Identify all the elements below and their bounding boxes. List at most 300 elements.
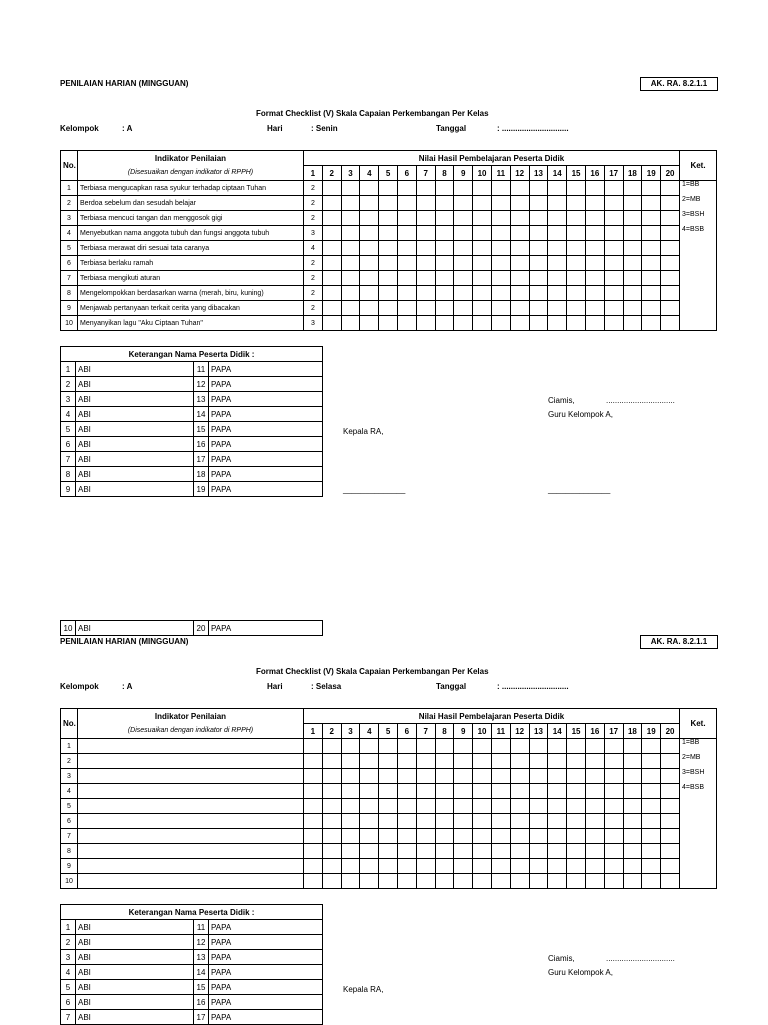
student-name: ABI — [76, 377, 194, 392]
score-cell — [341, 301, 360, 316]
score-cell — [623, 784, 642, 799]
ket-value: 4=BSB — [682, 784, 704, 791]
score-cell — [454, 784, 473, 799]
page-header: PENILAIAN HARIAN (MINGGUAN) — [60, 79, 189, 88]
score-cell — [360, 271, 379, 286]
score-cell — [416, 874, 435, 889]
table-row — [61, 256, 717, 271]
score-cell — [510, 286, 529, 301]
score-cell — [585, 784, 604, 799]
score-cell — [397, 241, 416, 256]
score-cell — [416, 256, 435, 271]
score-cell — [454, 241, 473, 256]
score-cell — [604, 739, 623, 754]
student-no: 12 — [194, 377, 209, 392]
col-3: 3 — [341, 724, 360, 739]
student-name: ABI — [76, 980, 194, 995]
score-cell — [435, 301, 454, 316]
score-cell — [473, 844, 492, 859]
score-cell — [322, 316, 341, 331]
ket-value: 3=BSH — [682, 211, 705, 218]
student-no: 8 — [61, 467, 76, 482]
row-indikator: Terbiasa mencuci tangan dan menggosok gigi — [78, 211, 304, 226]
score-cell — [416, 241, 435, 256]
score-cell — [529, 784, 548, 799]
score-cell — [567, 829, 586, 844]
score-cell — [567, 799, 586, 814]
score-cell — [510, 256, 529, 271]
table-row — [61, 211, 717, 226]
score-cell — [416, 316, 435, 331]
score-cell — [341, 874, 360, 889]
col-8: 8 — [435, 724, 454, 739]
score-cell — [491, 181, 510, 196]
score-cell — [585, 286, 604, 301]
score-cell — [548, 844, 567, 859]
score-cell — [623, 859, 642, 874]
student-no: 13 — [194, 950, 209, 965]
row-no: 3 — [61, 769, 78, 784]
student-no: 5 — [61, 980, 76, 995]
student-name: ABI — [76, 362, 194, 377]
score-cell — [661, 784, 680, 799]
score-cell — [491, 286, 510, 301]
score-cell — [623, 769, 642, 784]
score-cell — [585, 181, 604, 196]
list-item — [61, 935, 323, 950]
score-cell — [661, 211, 680, 226]
col-18: 18 — [623, 166, 642, 181]
col-13: 13 — [529, 166, 548, 181]
student-name: PAPA — [209, 965, 323, 980]
score-cell — [379, 196, 398, 211]
score-cell — [397, 814, 416, 829]
score-cell — [567, 814, 586, 829]
score-cell — [360, 301, 379, 316]
student-name: PAPA — [209, 621, 323, 636]
score-cell — [416, 739, 435, 754]
student-no: 17 — [194, 452, 209, 467]
row-indikator: Menyanyikan lagu "Aku Ciptaan Tuhan" — [78, 316, 304, 331]
score-cell — [567, 301, 586, 316]
score-cell — [604, 301, 623, 316]
score-cell — [604, 829, 623, 844]
score-cell — [454, 739, 473, 754]
list-item — [61, 407, 323, 422]
student-names-table — [60, 904, 323, 1025]
hari-value: : Selasa — [311, 682, 342, 691]
score-cell — [322, 859, 341, 874]
score-cell — [416, 301, 435, 316]
col-7: 7 — [416, 724, 435, 739]
score-cell — [341, 769, 360, 784]
col-13: 13 — [529, 724, 548, 739]
score-cell — [585, 211, 604, 226]
ket-value: 2=MB — [682, 196, 701, 203]
score-cell — [567, 286, 586, 301]
score-cell — [304, 784, 323, 799]
table-row — [61, 769, 717, 784]
score-cell — [623, 874, 642, 889]
col-10: 10 — [473, 166, 492, 181]
student-name: ABI — [76, 437, 194, 452]
col-10: 10 — [473, 724, 492, 739]
score-cell — [360, 211, 379, 226]
score-cell — [585, 829, 604, 844]
score-cell — [642, 874, 661, 889]
score-cell — [567, 181, 586, 196]
score-cell — [397, 286, 416, 301]
student-names-tail — [60, 620, 323, 636]
score-cell — [360, 799, 379, 814]
score-cell — [642, 241, 661, 256]
col-2: 2 — [322, 724, 341, 739]
score-cell — [491, 769, 510, 784]
col-2: 2 — [322, 166, 341, 181]
score-cell — [416, 799, 435, 814]
student-name: PAPA — [209, 407, 323, 422]
score-cell — [379, 784, 398, 799]
score-cell — [585, 739, 604, 754]
score-cell — [642, 211, 661, 226]
score-cell — [322, 799, 341, 814]
score-cell — [642, 859, 661, 874]
score-cell — [360, 181, 379, 196]
score-cell — [510, 739, 529, 754]
col-17: 17 — [604, 724, 623, 739]
score-cell — [548, 316, 567, 331]
tanggal-value: : .............................. — [497, 682, 569, 691]
ket-cell — [680, 739, 717, 889]
row-no: 7 — [61, 829, 78, 844]
row-no: 6 — [61, 256, 78, 271]
score-cell — [473, 316, 492, 331]
col-12: 12 — [510, 166, 529, 181]
score-cell — [642, 301, 661, 316]
score-cell — [491, 799, 510, 814]
score-cell — [548, 271, 567, 286]
score-cell — [397, 874, 416, 889]
score-cell — [510, 859, 529, 874]
row-no: 8 — [61, 286, 78, 301]
student-no: 7 — [61, 1010, 76, 1025]
col-20: 20 — [661, 166, 680, 181]
table-row — [61, 271, 717, 286]
score-cell — [454, 859, 473, 874]
student-no: 11 — [194, 362, 209, 377]
row-no: 2 — [61, 196, 78, 211]
score-cell — [454, 196, 473, 211]
score-cell — [454, 271, 473, 286]
header-no: No. — [61, 709, 78, 739]
score-cell — [322, 739, 341, 754]
table-row — [61, 739, 717, 754]
score-cell — [341, 286, 360, 301]
score-cell — [529, 814, 548, 829]
score-cell — [322, 226, 341, 241]
score-cell — [491, 256, 510, 271]
score-cell — [510, 829, 529, 844]
score-cell — [548, 256, 567, 271]
score-cell — [623, 814, 642, 829]
score-cell — [623, 256, 642, 271]
student-no: 10 — [61, 621, 76, 636]
guru-signature-line: ______________ — [548, 485, 611, 494]
row-no: 1 — [61, 739, 78, 754]
score-cell — [491, 739, 510, 754]
student-name: PAPA — [209, 1010, 323, 1025]
student-name: PAPA — [209, 482, 323, 497]
table-row — [61, 286, 717, 301]
score-cell — [360, 754, 379, 769]
score-cell — [529, 256, 548, 271]
score-cell — [491, 829, 510, 844]
score-cell — [435, 874, 454, 889]
score-cell — [567, 316, 586, 331]
score-cell — [548, 754, 567, 769]
ket-value: 4=BSB — [682, 226, 704, 233]
score-cell — [491, 844, 510, 859]
student-no: 5 — [61, 422, 76, 437]
score-cell — [585, 844, 604, 859]
row-indikator: Terbiasa mengikuti aturan — [78, 271, 304, 286]
ciamis-date-dots: ............................... — [606, 954, 675, 963]
table-row — [61, 859, 717, 874]
score-cell — [341, 256, 360, 271]
score-cell — [473, 241, 492, 256]
score-cell — [416, 196, 435, 211]
score-cell — [585, 301, 604, 316]
ciamis-date-dots: ............................... — [606, 396, 675, 405]
score-cell — [416, 769, 435, 784]
score-cell — [548, 874, 567, 889]
score-cell — [604, 286, 623, 301]
col-1: 1 — [304, 166, 323, 181]
score-cell — [585, 241, 604, 256]
score-cell — [379, 301, 398, 316]
score-cell — [567, 739, 586, 754]
score-cell — [548, 784, 567, 799]
ciamis-label: Ciamis, — [548, 396, 575, 405]
list-item — [61, 621, 323, 636]
score-cell — [623, 844, 642, 859]
col-6: 6 — [397, 724, 416, 739]
score-cell — [548, 829, 567, 844]
list-item — [61, 920, 323, 935]
score-cell — [454, 226, 473, 241]
score-cell — [341, 814, 360, 829]
score-cell — [360, 316, 379, 331]
score-cell — [360, 739, 379, 754]
table-row — [61, 181, 717, 196]
score-cell — [585, 316, 604, 331]
score-cell — [304, 874, 323, 889]
score-cell — [548, 241, 567, 256]
list-item — [61, 1010, 323, 1025]
row-no: 10 — [61, 874, 78, 889]
row-no: 5 — [61, 241, 78, 256]
list-item — [61, 392, 323, 407]
header-indikator-sub: (Disesuaikan dengan indikator di RPPH) — [78, 724, 304, 739]
score-cell — [529, 181, 548, 196]
student-name: ABI — [76, 452, 194, 467]
header-ket: Ket. — [680, 151, 717, 181]
student-no: 20 — [194, 621, 209, 636]
score-cell — [529, 859, 548, 874]
score-cell — [623, 301, 642, 316]
score-cell — [529, 739, 548, 754]
assessment-table — [60, 708, 717, 889]
score-cell — [604, 271, 623, 286]
score-cell — [473, 754, 492, 769]
score-cell — [360, 226, 379, 241]
col-19: 19 — [642, 166, 661, 181]
score-cell — [454, 301, 473, 316]
score-cell — [623, 799, 642, 814]
row-no: 2 — [61, 754, 78, 769]
kelompok-label: Kelompok — [60, 124, 99, 133]
student-no: 16 — [194, 437, 209, 452]
student-name: PAPA — [209, 392, 323, 407]
score-cell — [567, 874, 586, 889]
score-cell — [360, 859, 379, 874]
score-cell — [491, 814, 510, 829]
score-cell — [529, 211, 548, 226]
list-item — [61, 422, 323, 437]
score-cell — [435, 286, 454, 301]
score-cell — [529, 754, 548, 769]
score-cell — [341, 241, 360, 256]
score-cell — [379, 286, 398, 301]
student-name: ABI — [76, 935, 194, 950]
score-cell — [623, 829, 642, 844]
score-cell — [360, 844, 379, 859]
form-subtitle: Format Checklist (V) Skala Capaian Perkembangan Per Kelas — [256, 667, 489, 676]
score-cell — [416, 844, 435, 859]
score-cell — [454, 814, 473, 829]
score-cell — [322, 256, 341, 271]
student-name: ABI — [76, 467, 194, 482]
student-no: 9 — [61, 482, 76, 497]
score-cell — [623, 739, 642, 754]
student-no: 15 — [194, 980, 209, 995]
score-cell — [642, 814, 661, 829]
score-cell — [642, 286, 661, 301]
score-cell — [661, 196, 680, 211]
row-no: 9 — [61, 301, 78, 316]
score-cell — [567, 211, 586, 226]
score-cell — [491, 316, 510, 331]
form-subtitle: Format Checklist (V) Skala Capaian Perkembangan Per Kelas — [256, 109, 489, 118]
student-no: 6 — [61, 437, 76, 452]
score-cell — [623, 241, 642, 256]
table-row — [61, 196, 717, 211]
score-cell — [510, 211, 529, 226]
score-cell — [510, 754, 529, 769]
score-cell — [642, 196, 661, 211]
col-18: 18 — [623, 724, 642, 739]
score-cell — [304, 754, 323, 769]
score-cell — [491, 784, 510, 799]
header-no: No. — [61, 151, 78, 181]
score-cell — [397, 799, 416, 814]
col-5: 5 — [379, 166, 398, 181]
score-cell — [585, 814, 604, 829]
student-no: 14 — [194, 965, 209, 980]
score-cell — [360, 769, 379, 784]
score-cell — [379, 799, 398, 814]
table-row — [61, 799, 717, 814]
ket-value: 3=BSH — [682, 769, 705, 776]
score-cell — [379, 859, 398, 874]
list-item — [61, 362, 323, 377]
score-cell: 2 — [304, 196, 323, 211]
score-cell — [623, 226, 642, 241]
student-name: ABI — [76, 920, 194, 935]
row-indikator: Berdoa sebelum dan sesudah belajar — [78, 196, 304, 211]
score-cell — [304, 799, 323, 814]
score-cell — [322, 301, 341, 316]
score-cell — [416, 859, 435, 874]
score-cell — [435, 271, 454, 286]
score-cell — [360, 196, 379, 211]
student-name: PAPA — [209, 422, 323, 437]
score-cell — [567, 226, 586, 241]
score-cell — [435, 844, 454, 859]
score-cell — [397, 844, 416, 859]
header-indikator: Indikator Penilaian — [78, 151, 304, 166]
student-name: PAPA — [209, 467, 323, 482]
score-cell — [379, 844, 398, 859]
score-cell — [322, 769, 341, 784]
score-cell — [397, 181, 416, 196]
score-cell — [454, 316, 473, 331]
col-7: 7 — [416, 166, 435, 181]
col-17: 17 — [604, 166, 623, 181]
row-no: 3 — [61, 211, 78, 226]
student-no: 4 — [61, 965, 76, 980]
score-cell — [661, 769, 680, 784]
score-cell — [567, 754, 586, 769]
row-no: 4 — [61, 226, 78, 241]
student-name: PAPA — [209, 950, 323, 965]
score-cell — [642, 181, 661, 196]
score-cell — [567, 196, 586, 211]
row-indikator — [78, 739, 304, 754]
score-cell — [604, 859, 623, 874]
score-cell — [473, 859, 492, 874]
score-cell — [510, 784, 529, 799]
score-cell — [397, 739, 416, 754]
row-indikator: Menjawab pertanyaan terkait cerita yang dibacakan — [78, 301, 304, 316]
score-cell — [510, 226, 529, 241]
col-9: 9 — [454, 166, 473, 181]
student-name: PAPA — [209, 995, 323, 1010]
student-no: 15 — [194, 422, 209, 437]
score-cell — [360, 256, 379, 271]
score-cell — [585, 859, 604, 874]
score-cell — [435, 196, 454, 211]
kelompok-label: Kelompok — [60, 682, 99, 691]
list-item — [61, 437, 323, 452]
table-row — [61, 829, 717, 844]
ket-value: 1=BB — [682, 181, 700, 188]
score-cell — [473, 196, 492, 211]
score-cell — [510, 271, 529, 286]
student-no: 13 — [194, 392, 209, 407]
score-cell — [322, 211, 341, 226]
student-no: 2 — [61, 377, 76, 392]
